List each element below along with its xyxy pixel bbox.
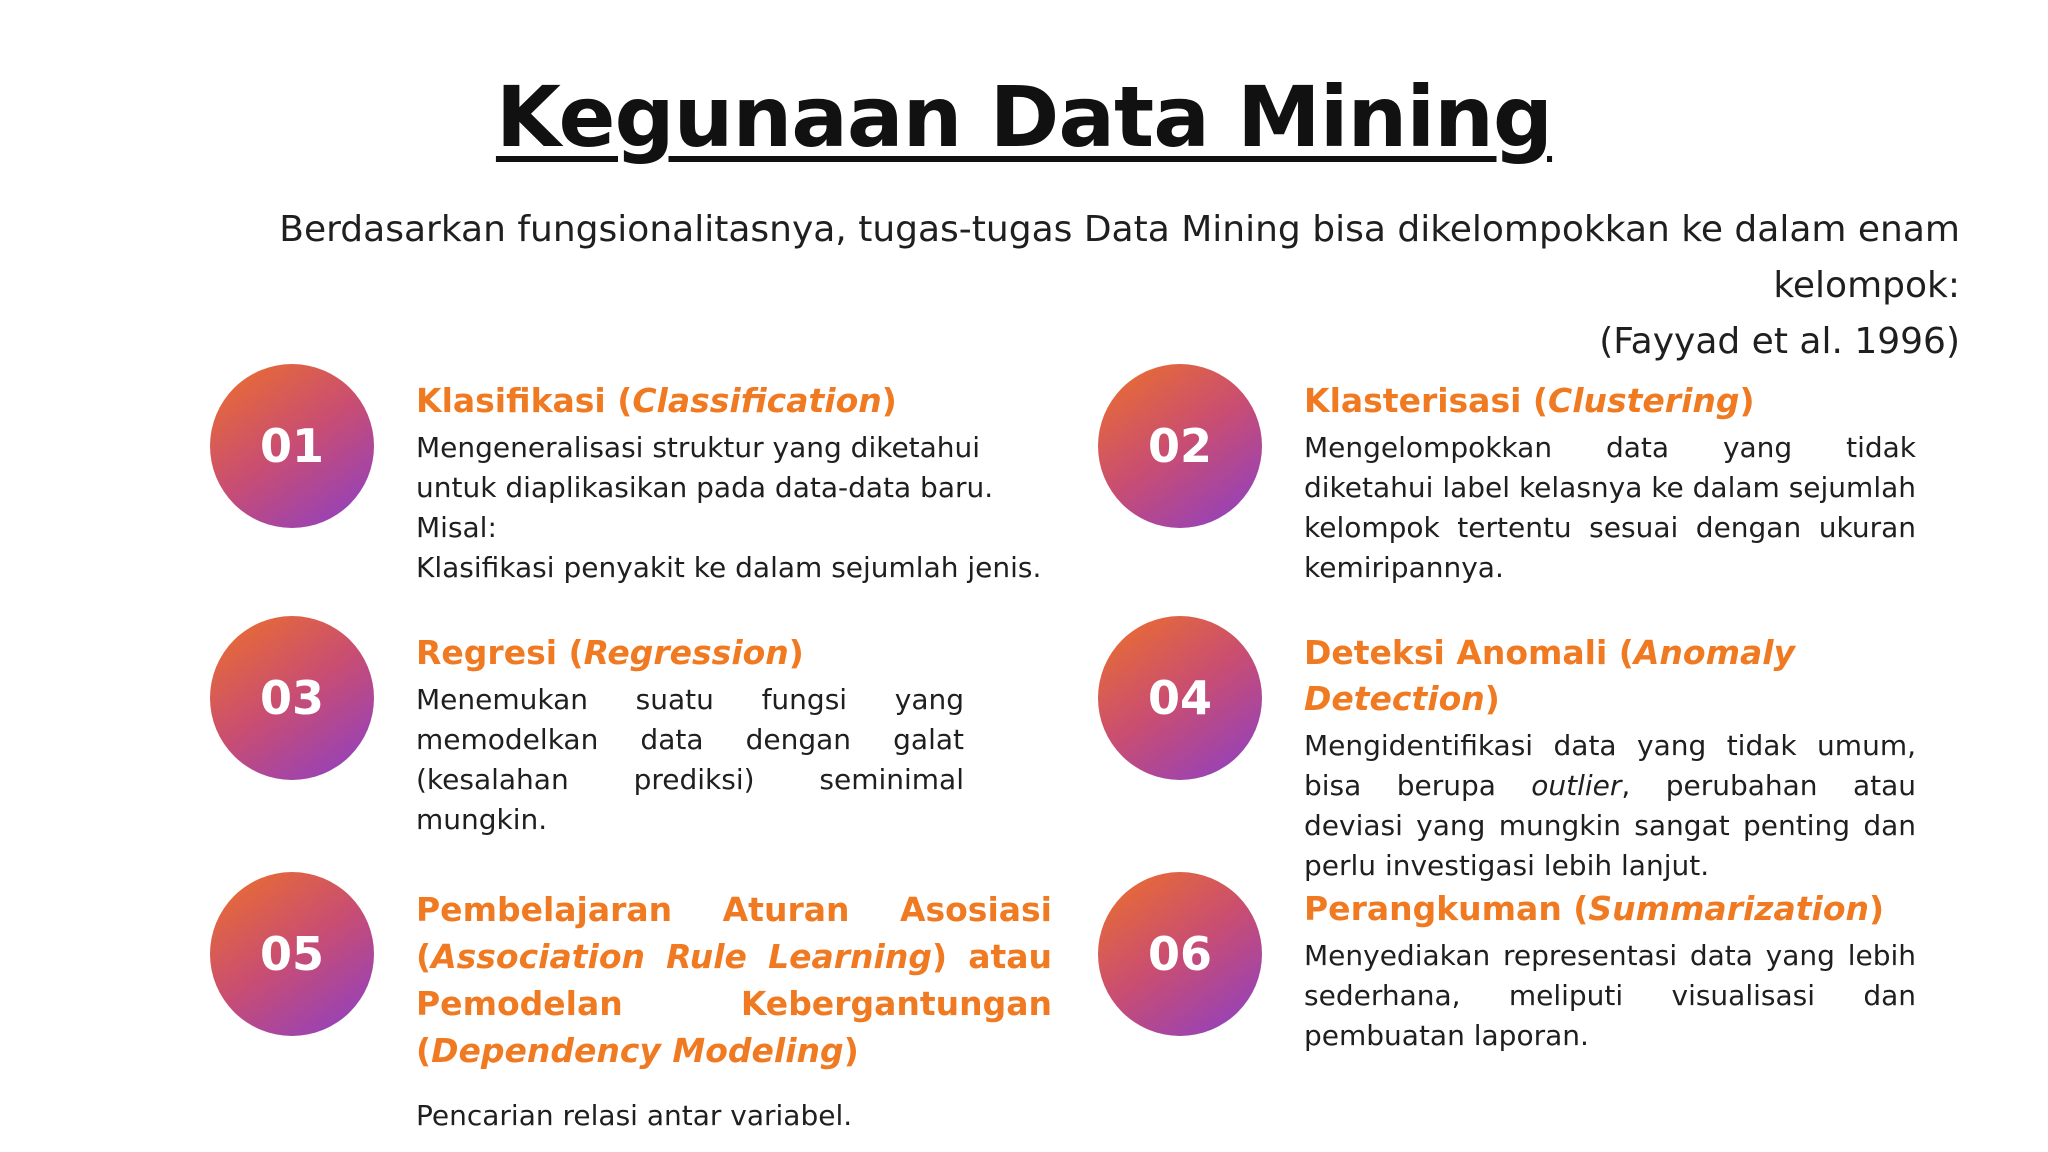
item-clustering <box>1304 378 1916 588</box>
item-description: Mengelompokkan data yang tidak diketahui label kelasnya ke dalam sejumlah kelompok tertentu sesuai dengan ukuran kemiripannya. <box>1304 431 1916 584</box>
item-description: Menyediakan representasi data yang lebih sederhana, meliputi visualisasi dan pembuatan laporan. <box>1304 939 1916 1052</box>
intro-line-1: Berdasarkan fungsionalitasnya, tugas-tugas Data Mining bisa dikelompokkan ke dalam enam kelompok: <box>279 209 1960 306</box>
item-title: Deteksi Anomali (Anomaly Detection) <box>1304 633 1796 718</box>
item-description: Menemukan suatu fungsi yang memodelkan data dengan galat (kesalahan prediksi) seminimal mungkin. <box>416 683 964 836</box>
number-badge-06: 06 <box>1098 872 1262 1036</box>
item-description: Mengeneralisasi struktur yang diketahui untuk diaplikasikan pada data-data baru. Misal: Klasifikasi penyakit ke dalam sejumlah jenis. <box>416 431 1042 584</box>
item-regression <box>416 630 964 840</box>
number-badge-01: 01 <box>210 364 374 528</box>
number-badge-04: 04 <box>1098 616 1262 780</box>
number-badge-05: 05 <box>210 872 374 1036</box>
page-title: Kegunaan Data Mining <box>495 68 1553 166</box>
intro-citation: (Fayyad et al. 1996) <box>1599 321 1960 362</box>
item-anomaly-detection <box>1304 630 1916 886</box>
item-description: Pencarian relasi antar variabel. <box>416 1099 853 1132</box>
item-title: Klasterisasi (Clustering) <box>1304 381 1755 420</box>
item-title: Klasifikasi (Classification) <box>416 381 897 420</box>
item-title: Pembelajaran Aturan Asosiasi (Association Rule Learning) atau Pemodelan Kebergantungan (Dependency Modeling) <box>416 890 1052 1070</box>
item-summarization <box>1304 886 1916 1056</box>
number-badge-02: 02 <box>1098 364 1262 528</box>
intro-text <box>160 202 1960 370</box>
item-description: Mengidentifikasi data yang tidak umum, bisa berupa outlier, perubahan atau deviasi yang mungkin sangat penting dan perlu investigasi lebih lanjut. <box>1304 729 1916 882</box>
item-title: Perangkuman (Summarization) <box>1304 889 1885 928</box>
item-classification <box>416 378 1046 588</box>
number-badge-03: 03 <box>210 616 374 780</box>
item-title: Regresi (Regression) <box>416 633 804 672</box>
item-association-rule-learning <box>416 886 1052 1136</box>
